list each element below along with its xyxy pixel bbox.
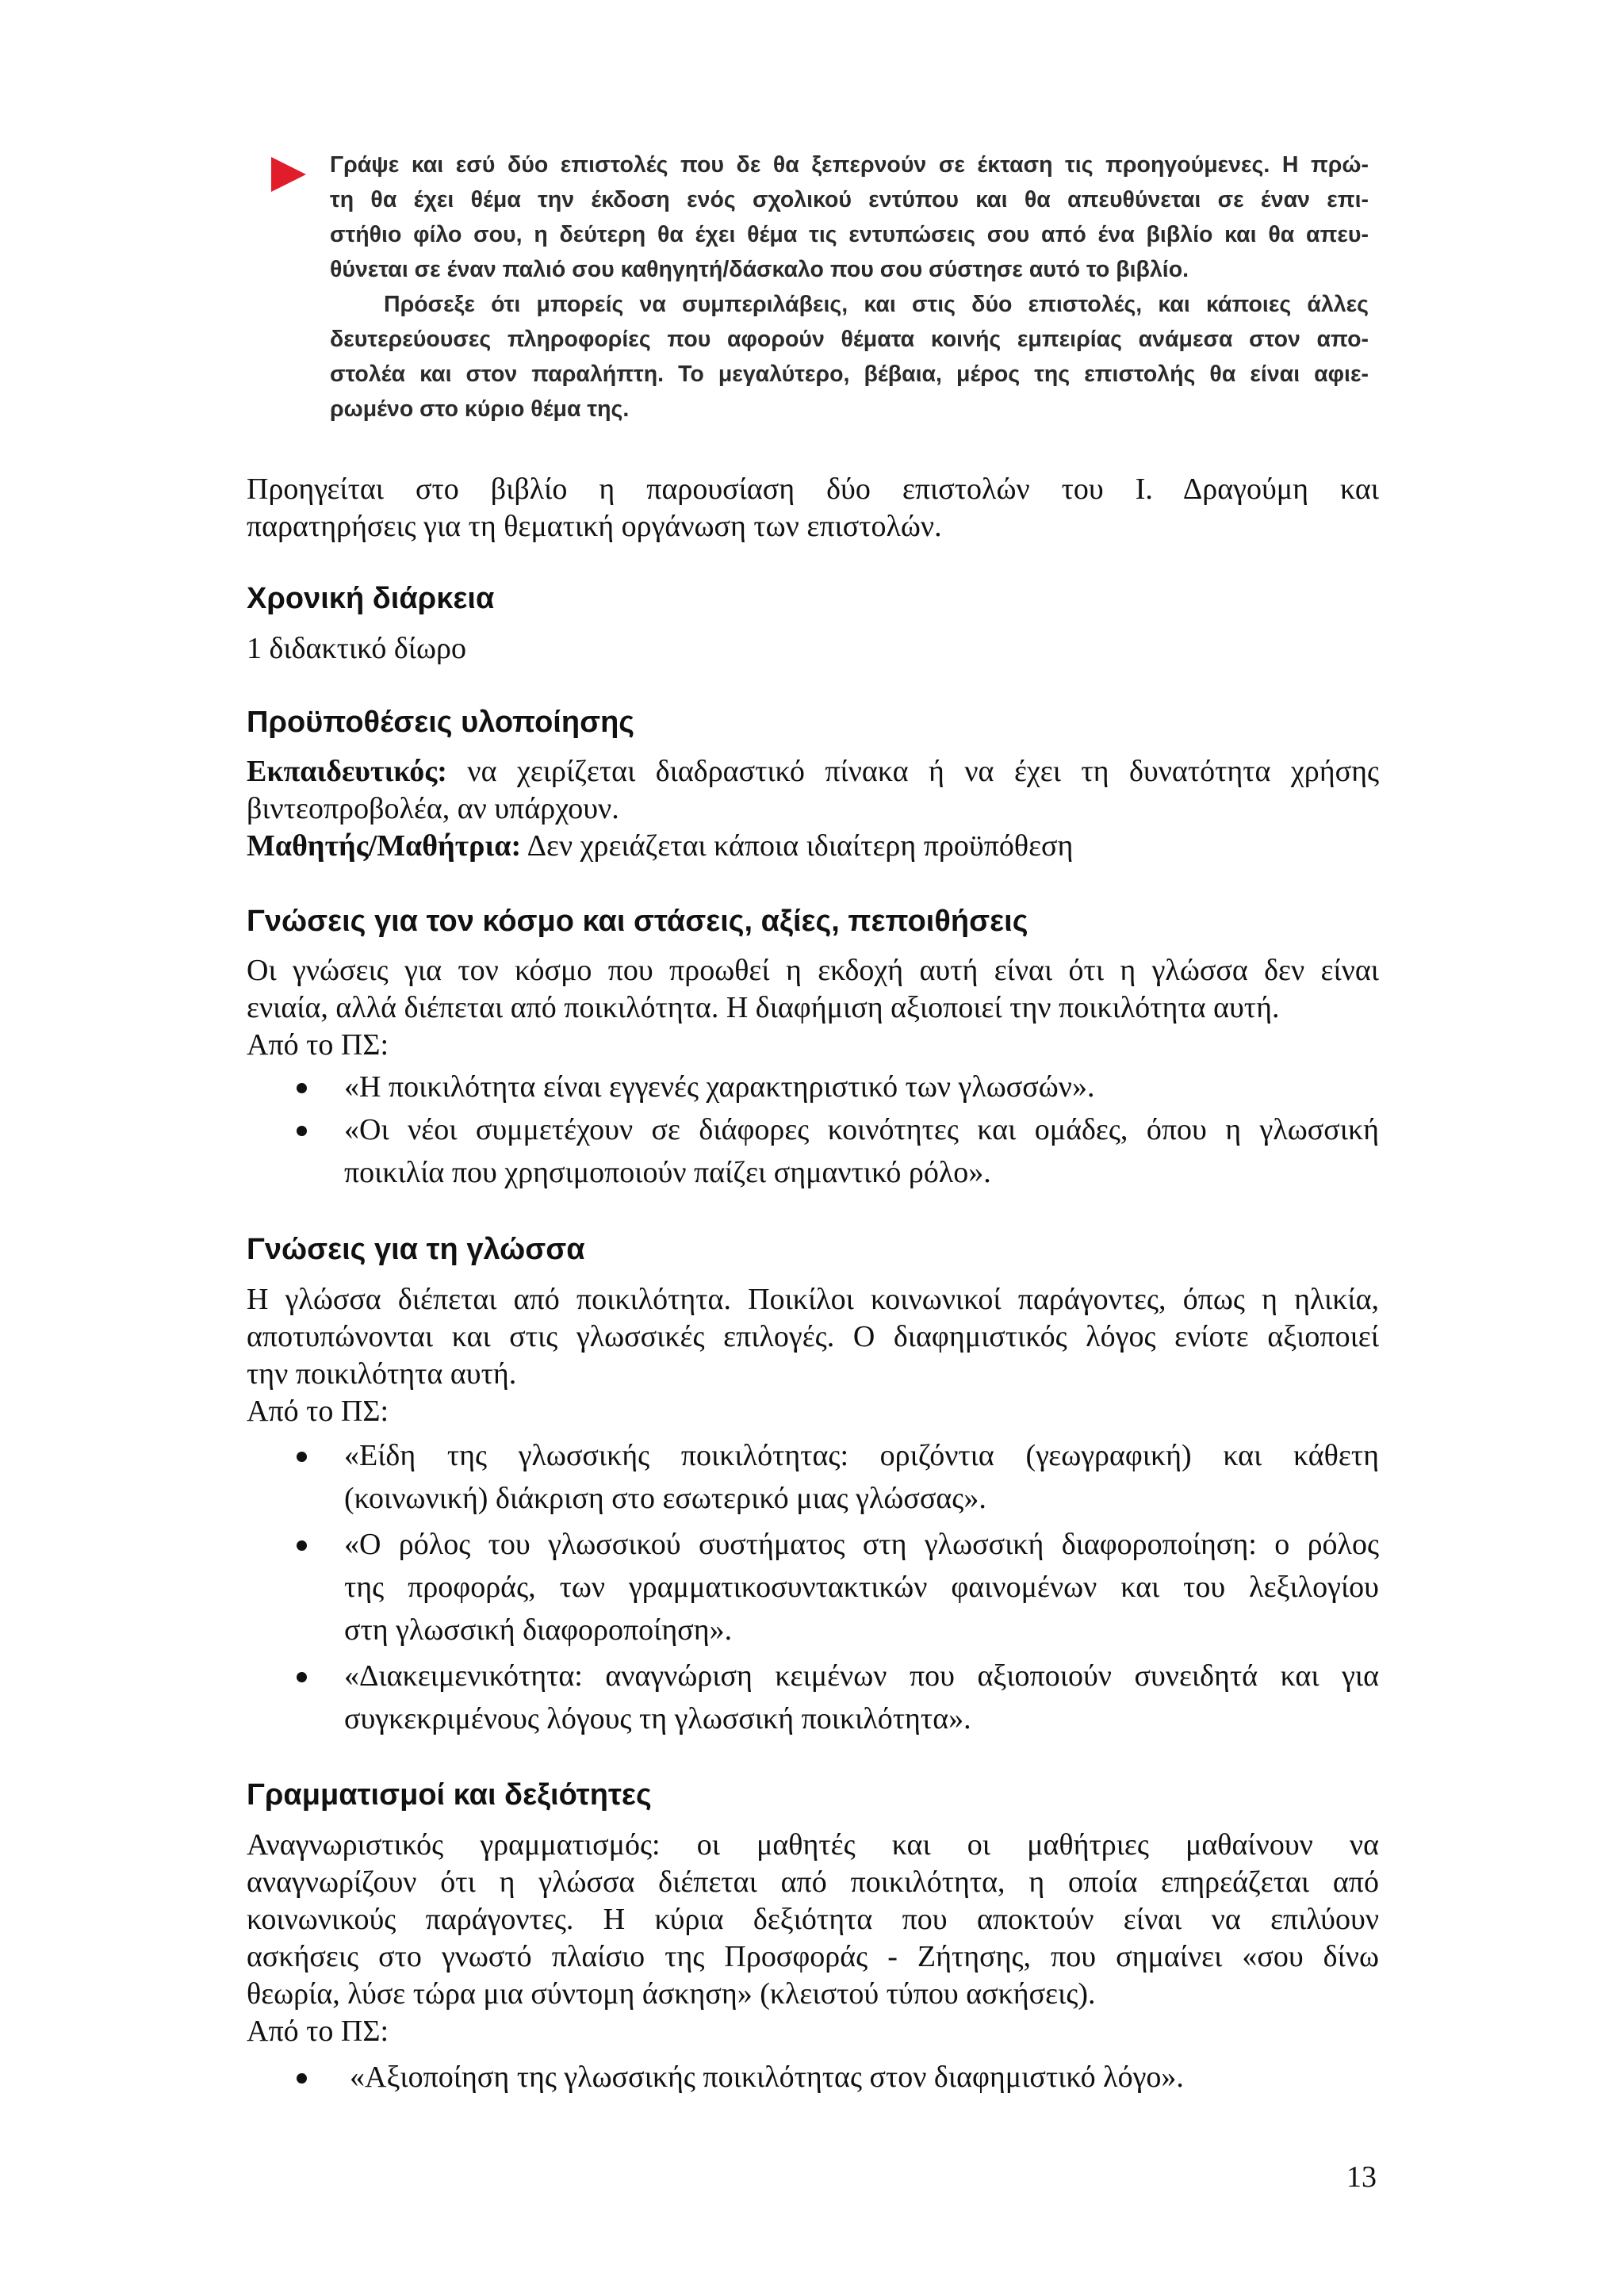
list-item	[247, 2056, 1379, 2099]
duration-text	[247, 630, 1379, 668]
intro-line: παρατηρήσεις για τη θεματική οργάνωση των επιστολών.	[247, 510, 942, 543]
student-text: Δεν χρειάζεται κάποια ιδιαίτερη προϋπόθεση	[527, 829, 1074, 863]
bullet-dot-icon	[297, 2073, 307, 2084]
list-item	[247, 1655, 1379, 1740]
bullet-text: «Ο ρόλος του γλωσσικού συστήματος στη γλωσσική διαφοροποίηση: ο ρόλος	[344, 1528, 1379, 1561]
language-bullet-list	[247, 1434, 1379, 1740]
language-line: την ποικιλότητα αυτή.	[247, 1357, 517, 1391]
red-arrow-icon	[271, 157, 306, 192]
skills-line: ασκήσεις στο γνωστό πλαίσιο της Προσφοράς - Ζήτησης, που σημαίνει «σου δίνω	[247, 1940, 1379, 1973]
excerpt-line: τη θα έχει θέμα την έκδοση ενός σχολικού εντύπου και θα απευθύνεται σε έναν επι-	[330, 187, 1369, 212]
bullet-dot-icon	[297, 1540, 307, 1551]
duration-heading: Χρονική διάρκεια	[247, 582, 495, 615]
world-line: ενιαία, αλλά διέπεται από ποικιλότητα. Η διαφήμιση αξιοποιεί την ποικιλότητα αυτή.	[247, 991, 1280, 1024]
duration-value: 1 διδακτικό δίωρο	[247, 632, 467, 665]
prerequisites-heading: Προϋποθέσεις υλοποίησης	[247, 706, 635, 739]
bullet-text: συγκεκριμένους λόγους τη γλωσσική ποικιλότητα».	[344, 1702, 971, 1735]
skills-heading: Γραμματισμοί και δεξιότητες	[247, 1778, 652, 1812]
intro-paragraph	[247, 471, 1379, 545]
bullet-dot-icon	[297, 1083, 307, 1093]
teacher-label: Εκπαιδευτικός:	[247, 755, 447, 788]
student-line	[247, 828, 1379, 865]
skills-bullet-list	[247, 2056, 1379, 2099]
world-bullet-list	[247, 1066, 1379, 1194]
language-line: αποτυπώνονται και στις γλωσσικές επιλογές. Ο διαφημιστικός λόγος ενίοτε αξιοποιεί	[247, 1320, 1379, 1353]
bullet-text: «Οι νέοι συμμετέχουν σε διάφορες κοινότητες και ομάδες, όπου η γλωσσική	[344, 1113, 1379, 1146]
skills-paragraph	[247, 1827, 1379, 2050]
bullet-dot-icon	[297, 1452, 307, 1462]
bullet-text: «Είδη της γλωσσικής ποικιλότητας: οριζόντια (γεωγραφική) και κάθετη	[344, 1439, 1379, 1472]
language-knowledge-heading: Γνώσεις για τη γλώσσα	[247, 1233, 585, 1266]
world-knowledge-heading: Γνώσεις για τον κόσμο και στάσεις, αξίες, πεποιθήσεις	[247, 905, 1028, 938]
intro-line: Προηγείται στο βιβλίο η παρουσίαση δύο επιστολών του Ι. Δραγούμη και	[247, 473, 1379, 506]
bullet-text: στη γλωσσική διαφοροποίηση».	[344, 1613, 733, 1647]
skills-line: Αναγνωριστικός γραμματισμός: οι μαθητές και οι μαθήτριες μαθαίνουν να	[247, 1828, 1379, 1862]
page-number: 13	[1346, 2160, 1377, 2194]
skills-line: αναγνωρίζουν ότι η γλώσσα διέπεται από ποικιλότητα, η οποία επηρεάζεται από	[247, 1866, 1379, 1899]
teacher-line	[247, 753, 1379, 790]
bullet-text: «Αξιοποίηση της γλωσσικής ποικιλότητας στον διαφημιστικό λόγο».	[350, 2061, 1184, 2094]
excerpt-line: ρωμένο στο κύριο θέμα της.	[330, 396, 630, 422]
student-label: Μαθητής/Μαθήτρια:	[247, 829, 522, 863]
skills-line: θεωρία, λύσε τώρα μια σύντομη άσκηση» (κλειστού τύπου ασκήσεις).	[247, 1977, 1096, 2011]
textbook-excerpt	[259, 140, 1377, 438]
bullet-dot-icon	[297, 1126, 307, 1136]
world-knowledge-paragraph	[247, 952, 1379, 1064]
teacher-text: να χειρίζεται διαδραστικό πίνακα ή να έχει τη δυνατότητα χρήσης	[467, 755, 1380, 788]
excerpt-line: στήθιο φίλο σου, η δεύτερη θα έχει θέμα τις εντυπώσεις σου από ένα βιβλίο και θα απευ-	[330, 222, 1369, 247]
bullet-text: ποικιλία που χρησιμοποιούν παίζει σημαντικό ρόλο».	[344, 1156, 991, 1189]
bullet-dot-icon	[297, 1672, 307, 1682]
excerpt-line: Πρόσεξε ότι μπορείς να συμπεριλάβεις, και στις δύο επιστολές, και κάποιες άλλες	[384, 292, 1369, 317]
world-line: Από το ΠΣ:	[247, 1028, 389, 1062]
excerpt-line: δευτερεύουσες πληροφορίες που αφορούν θέματα κοινής εμπειρίας ανάμεσα στον απο-	[330, 327, 1369, 352]
language-line: Η γλώσσα διέπεται από ποικιλότητα. Ποικίλοι κοινωνικοί παράγοντες, όπως η ηλικία,	[247, 1283, 1379, 1316]
bullet-text: (κοινωνική) διάκριση στο εσωτερικό μιας γλώσσας».	[344, 1482, 986, 1515]
list-item	[247, 1066, 1379, 1108]
skills-line: Από το ΠΣ:	[247, 2015, 389, 2048]
bullet-text: της προφοράς, των γραμματικοσυντακτικών φαινομένων και του λεξιλογίου	[344, 1571, 1379, 1604]
language-knowledge-paragraph	[247, 1281, 1379, 1430]
language-line: Από το ΠΣ:	[247, 1395, 389, 1428]
prerequisites-paragraph	[247, 753, 1379, 865]
excerpt-line: Γράψε και εσύ δύο επιστολές που δε θα ξεπερνούν σε έκταση τις προηγούμενες. Η πρώ-	[330, 152, 1369, 178]
bullet-text: «Η ποικιλότητα είναι εγγενές χαρακτηριστικό των γλωσσών».	[344, 1070, 1095, 1104]
list-item	[247, 1108, 1379, 1194]
bullet-text: «Διακειμενικότητα: αναγνώριση κειμένων που αξιοποιούν συνειδητά και για	[344, 1659, 1379, 1693]
excerpt-line: θύνεται σε έναν παλιό σου καθηγητή/δάσκαλο που σου σύστησε αυτό το βιβλίο.	[330, 257, 1189, 282]
list-item	[247, 1523, 1379, 1651]
list-item	[247, 1434, 1379, 1520]
world-line: Οι γνώσεις για τον κόσμο που προωθεί η εκδοχή αυτή είναι ότι η γλώσσα δεν είναι	[247, 954, 1379, 987]
skills-line: κοινωνικούς παράγοντες. Η κύρια δεξιότητα που αποκτούν είναι να επιλύουν	[247, 1903, 1379, 1936]
teacher-line-2: βιντεοπροβολέα, αν υπάρχουν.	[247, 792, 619, 825]
excerpt-line: στολέα και στον παραλήπτη. Το μεγαλύτερο, βέβαια, μέρος της επιστολής θα είναι αφιε-	[330, 362, 1369, 387]
